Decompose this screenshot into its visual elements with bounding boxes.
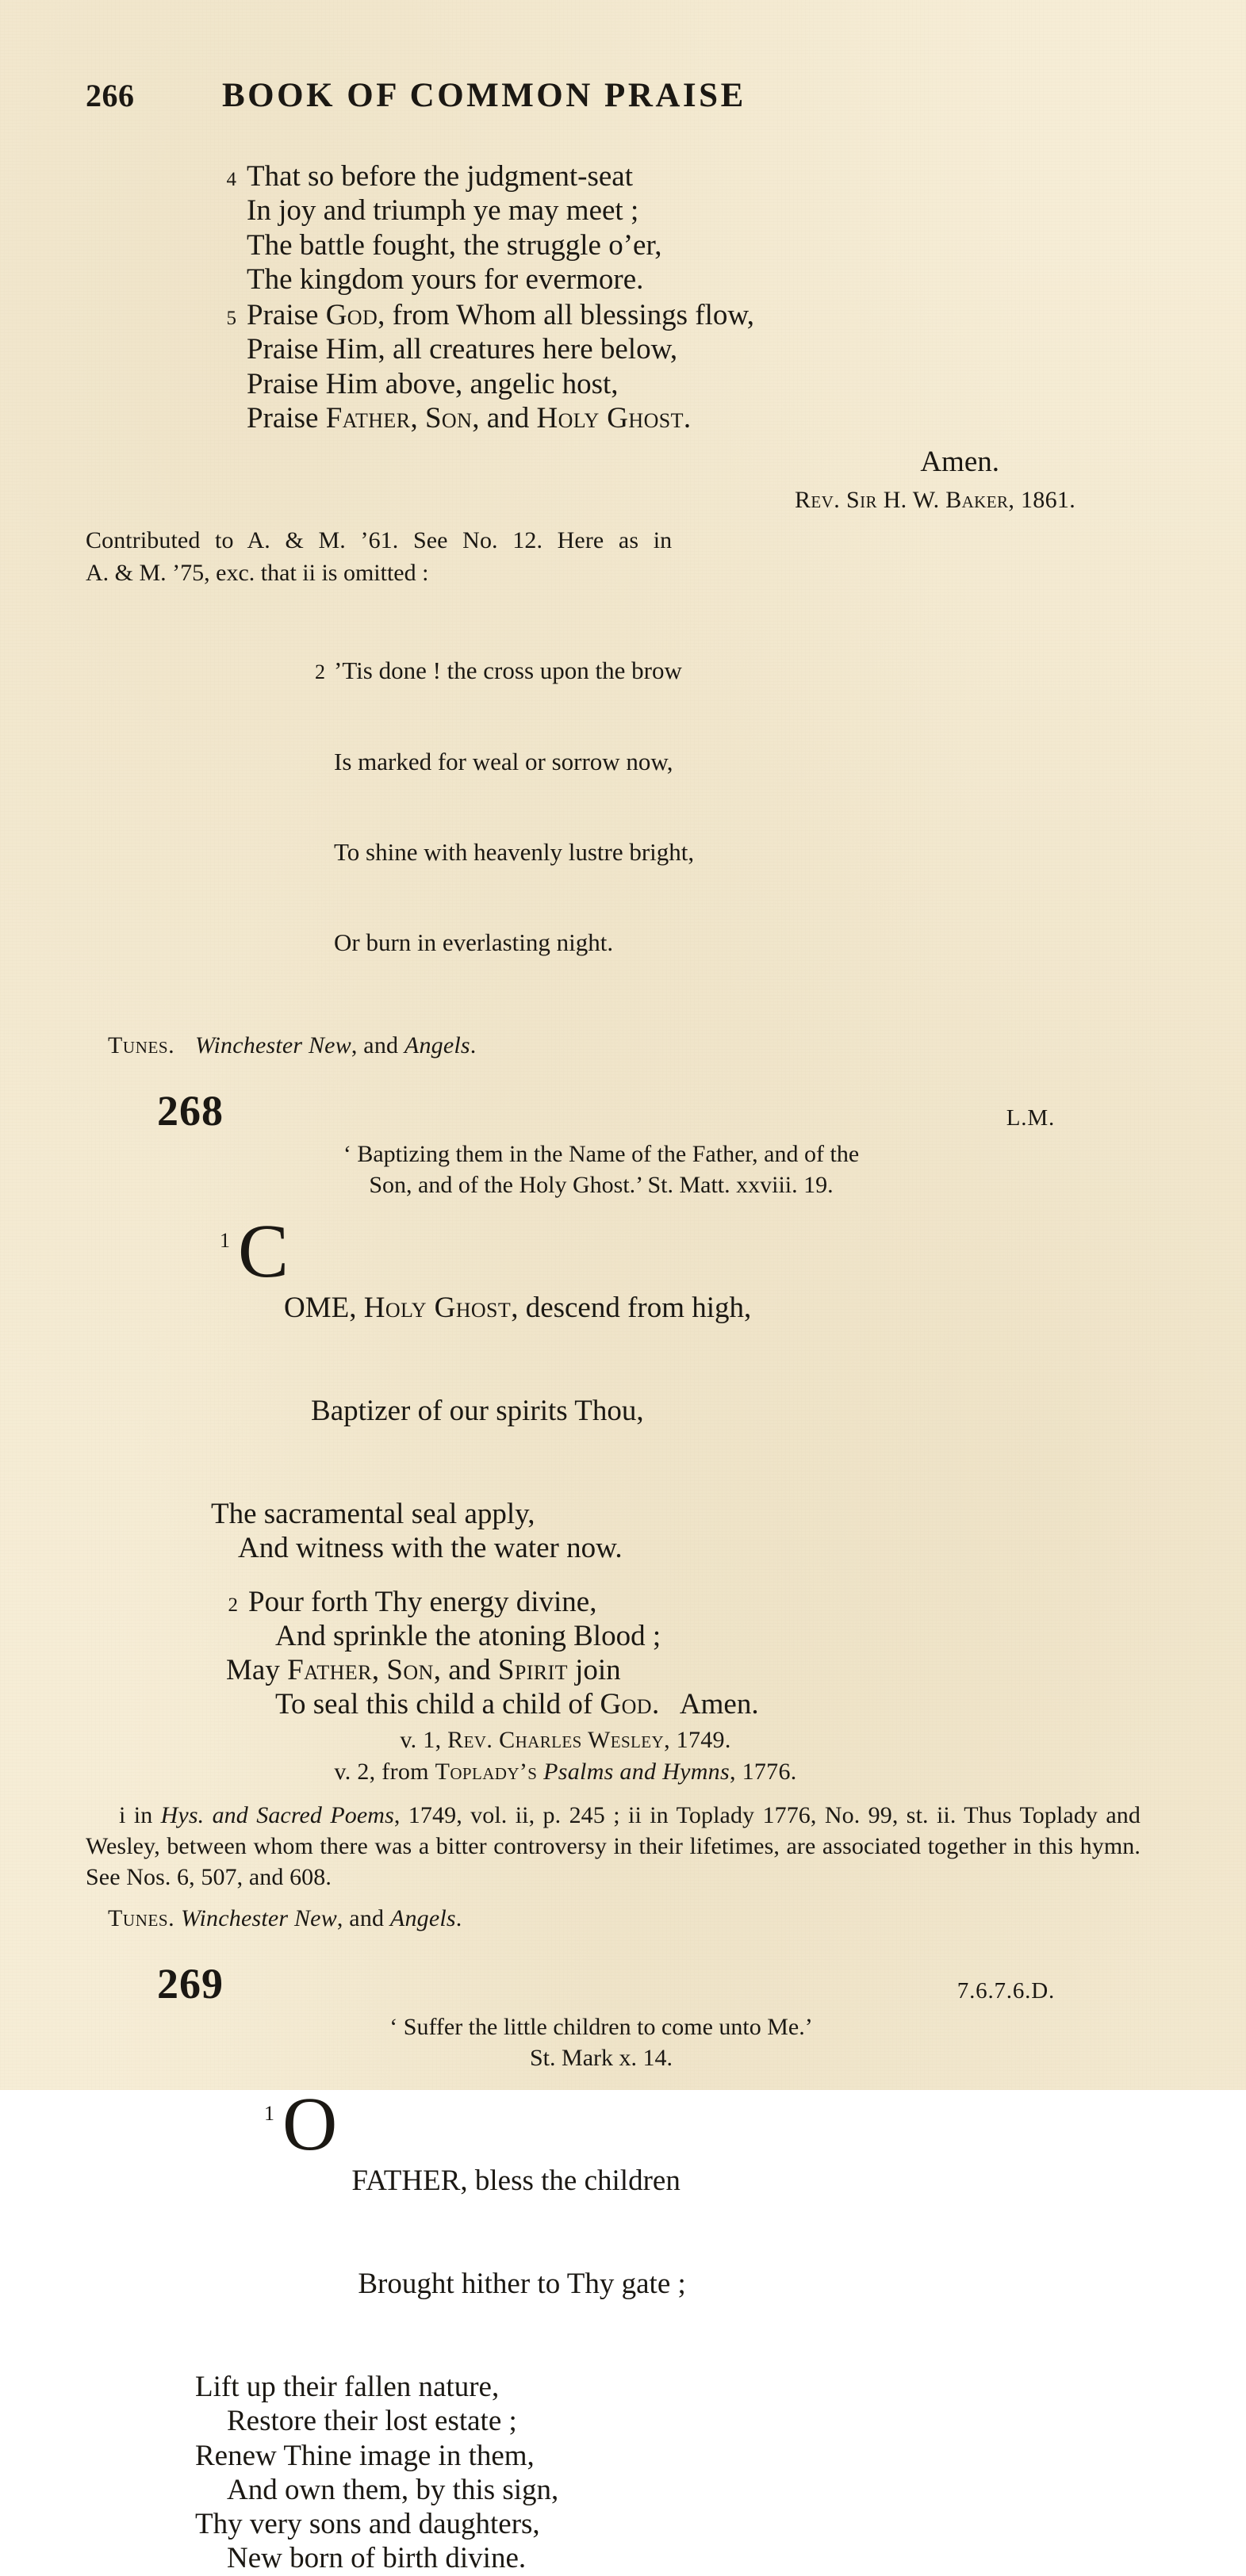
amen-line: Amen. [920, 446, 999, 479]
author-attribution-267 [86, 487, 1141, 514]
verse-line: To shine with heavenly lustre bright, [334, 838, 695, 867]
hymn-number: 269 [157, 1959, 224, 2008]
verse-line: The kingdom yours for evermore. [247, 262, 644, 296]
scripture-line: Son, and of the Holy Ghost.’ St. Matt. xxviii. 19. [369, 1171, 834, 1198]
drop-cap-c: C [238, 1208, 289, 1293]
verse-line: In joy and triumph ye may meet ; [247, 194, 639, 228]
tunes-label: Tunes. [108, 1032, 175, 1058]
tunes-label: Tunes. [108, 1904, 175, 1931]
hymn-meter: 7.6.7.6.D. [957, 1977, 1055, 2004]
author-attribution-268-v2 [86, 1759, 1141, 1786]
text-run: OME [284, 1292, 350, 1325]
text-run: i in [119, 1801, 161, 1828]
scripture-epigraph-268 [86, 1139, 1141, 1200]
verse-number: 1 [264, 2101, 274, 2125]
text-run: , [349, 1292, 364, 1325]
source-title: Hys. and Sacred Poems [160, 1801, 394, 1828]
author-year: , 1749. [664, 1726, 731, 1753]
text-run: . [470, 1032, 477, 1058]
tune-name: Angels [389, 1904, 456, 1931]
verse-1-hymn-269 [86, 2080, 1141, 2576]
text-run: . Amen. [651, 1688, 759, 1721]
small-caps-father: Father [287, 1654, 372, 1687]
small-caps-son: Son [386, 1654, 434, 1687]
page-content [86, 76, 1141, 2576]
verse-line: Thy very sons and daughters, [195, 2508, 540, 2541]
text-run: May [226, 1654, 288, 1687]
text-run: , and [433, 1654, 498, 1687]
verse-number: 4 [226, 169, 236, 190]
scripture-line: ‘ Suffer the little children to come unto Me.’ [389, 2013, 813, 2040]
tune-name: Winchester New [180, 1904, 337, 1931]
author-attribution-268-v1 [86, 1727, 1141, 1754]
text-run: join [567, 1654, 621, 1687]
verse-line: Praise Him, all creatures here below, [247, 333, 678, 366]
verse-line [284, 1291, 1141, 1325]
verse-2-hymn-268 [86, 1585, 1141, 1722]
verse-line [351, 2164, 1141, 2198]
verse-line [247, 298, 754, 332]
tune-name: Angels [404, 1032, 470, 1058]
note-line: A. & M. ’75, exc. that ii is omitted : [86, 560, 429, 587]
text-run: To seal this child a child of [275, 1688, 600, 1721]
verse-1-hymn-268 [86, 1208, 1141, 1566]
running-head [86, 76, 1141, 115]
text-run: . [455, 1904, 462, 1931]
verse-5 [86, 298, 1141, 435]
author-surname: Baker [945, 487, 1009, 514]
text-run: , 1749, vol. ii, p. 245 ; ii in Toplady 1776, No. 99, st. ii. Thus Toplady and Wesley, between whom there was a bitter controversy in their lifetimes, are associated together in this hymn. See Nos. 6, 507, and 608. [86, 1801, 1141, 1890]
text-run: Praise [247, 299, 326, 332]
verse-number: 5 [226, 308, 236, 330]
verse-line: Pour forth Thy energy divine, [248, 1585, 597, 1618]
text-run: , bless the children [460, 2165, 681, 2198]
alternate-stanza [86, 595, 1141, 1020]
verse-line: Baptizer of our spirits Thou, [311, 1395, 644, 1428]
verse-line: That so before the judgment-seat [247, 160, 633, 193]
hymn-number: 268 [157, 1086, 224, 1135]
scripture-epigraph-269 [86, 2011, 1141, 2073]
scripture-line: ‘ Baptizing them in the Name of the Father, and of the [343, 1140, 860, 1167]
small-caps-father: Father [325, 401, 411, 434]
small-caps-holy-ghost: Holy Ghost [536, 401, 684, 434]
verse-line: Or burn in everlasting night. [334, 928, 614, 957]
verse-line: And sprinkle the atoning Blood ; [275, 1619, 661, 1652]
text-run: . [683, 401, 692, 434]
tunes-line-268 [86, 1905, 1141, 1932]
verse-line: Renew Thine image in them, [195, 2439, 535, 2472]
hymn-meter: L.M. [1006, 1104, 1055, 1131]
verse-number: 1 [220, 1228, 230, 1252]
verse-line: Lift up their fallen nature, [195, 2370, 500, 2403]
verse-line: Restore their lost estate ; [227, 2405, 517, 2438]
text-run: v. 2, from [334, 1758, 435, 1785]
tunes-spacer [174, 1032, 195, 1058]
verse-number: 2 [228, 1594, 238, 1616]
text-run: , from Whom all blessings flow, [378, 299, 754, 332]
author-title: Rev. Sir [795, 487, 877, 514]
source-title: Psalms and Hymns [537, 1758, 730, 1785]
small-caps-god: God [325, 299, 378, 332]
verse-line: And own them, by this sign, [227, 2473, 559, 2506]
verse-line: ’Tis done ! the cross upon the brow [334, 656, 682, 685]
tunes-spacer [174, 1905, 181, 1931]
author-initials: H. W. [876, 487, 946, 514]
drop-cap-o: O [282, 2080, 338, 2166]
text-run: FATHER [351, 2165, 461, 2198]
scripture-line: St. Mark x. 14. [530, 2044, 673, 2071]
tunes-line-267 [86, 1032, 1141, 1059]
verse-line: And witness with the water now. [238, 1532, 623, 1565]
verse-line: Praise Him above, angelic host, [247, 367, 619, 400]
text-run: , and [336, 1904, 390, 1931]
verse-number: 2 [315, 660, 325, 684]
verse-line [247, 401, 691, 435]
hymn-header-268 [86, 1086, 1141, 1135]
text-run: Praise [247, 401, 326, 434]
verse-line: The sacramental seal apply, [211, 1498, 535, 1531]
verse-line [226, 1653, 621, 1687]
verse-4 [86, 159, 1141, 297]
text-run: , and [351, 1032, 404, 1058]
editorial-note-267 [86, 525, 1141, 588]
note-line: Contributed to A. & M. ’61. See No. 12. Here as in [86, 527, 673, 554]
author-name: Toplady’s [435, 1758, 538, 1785]
small-caps-son: Son [424, 401, 473, 434]
verse-line [248, 1687, 759, 1721]
verse-line: The battle fought, the struggle o’er, [247, 228, 662, 262]
hymn-header-269 [86, 1959, 1141, 2008]
text-run: , [371, 1654, 387, 1687]
verse-line: Brought hither to Thy gate ; [358, 2268, 686, 2301]
author-name: Rev. Charles Wesley [447, 1726, 665, 1753]
text-run: , and [472, 401, 537, 434]
running-title: BOOK OF COMMON PRAISE [222, 77, 746, 114]
small-caps-spirit: Spirit [497, 1654, 568, 1687]
text-run: , [410, 401, 425, 434]
page-number: 266 [86, 78, 135, 113]
small-caps-holy-ghost: Holy Ghost [363, 1292, 512, 1325]
small-caps-god: God [600, 1688, 652, 1721]
tune-name: Winchester New [194, 1032, 351, 1058]
verse-line: New born of birth divine. [227, 2542, 527, 2575]
editorial-note-268 [86, 1800, 1141, 1893]
author-year: , 1776. [729, 1758, 797, 1785]
text-run: , descend from high, [511, 1292, 752, 1325]
author-year: , 1861. [1008, 487, 1075, 514]
text-run: v. 1, [400, 1726, 448, 1753]
verse-line: Is marked for weal or sorrow now, [334, 747, 673, 775]
